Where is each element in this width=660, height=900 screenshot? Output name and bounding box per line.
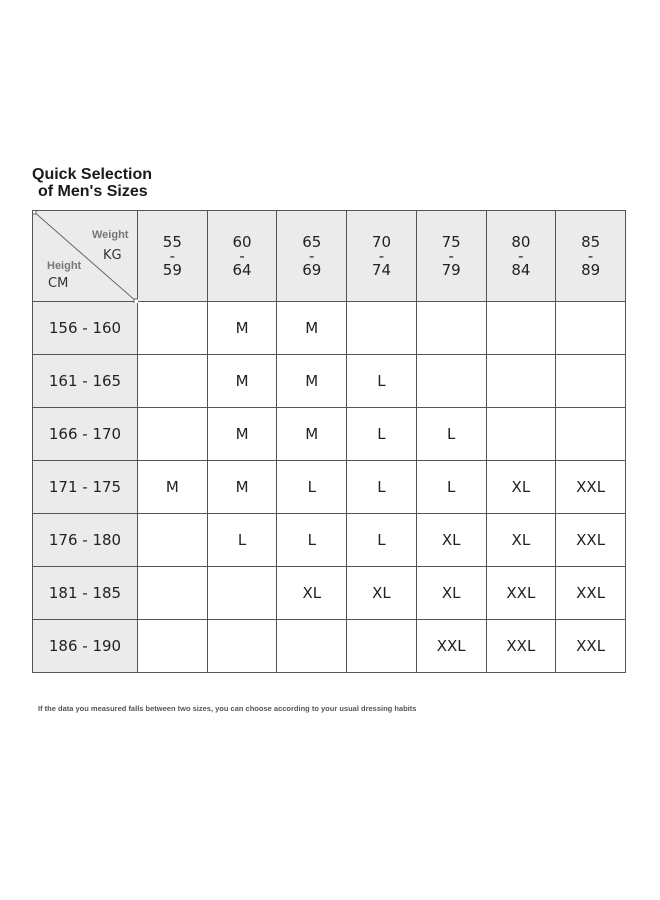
weight-dash: - bbox=[169, 247, 176, 265]
size-cell bbox=[486, 355, 556, 408]
height-range-cell: 176 - 180 bbox=[33, 514, 138, 567]
table-row bbox=[33, 302, 626, 355]
size-cell: XL bbox=[486, 514, 556, 567]
weight-column-header bbox=[416, 211, 486, 302]
size-cell: XL bbox=[416, 514, 486, 567]
size-cell: M bbox=[207, 408, 277, 461]
table-row bbox=[33, 408, 626, 461]
size-cell: L bbox=[207, 514, 277, 567]
size-cell: L bbox=[277, 461, 347, 514]
table-row bbox=[33, 514, 626, 567]
weight-dash: - bbox=[587, 247, 594, 265]
weight-dash: - bbox=[378, 247, 385, 265]
size-cell bbox=[556, 355, 626, 408]
weight-from: 65 bbox=[302, 233, 322, 251]
height-range-cell: 161 - 165 bbox=[33, 355, 138, 408]
title-line-2: of Men's Sizes bbox=[38, 183, 148, 200]
weight-column-header bbox=[347, 211, 417, 302]
height-unit: CM bbox=[48, 276, 69, 291]
size-cell bbox=[207, 620, 277, 673]
size-cell bbox=[347, 620, 417, 673]
weight-dash: - bbox=[239, 247, 245, 265]
size-cell: XXL bbox=[556, 567, 626, 620]
size-cell bbox=[556, 302, 626, 355]
weight-column-header bbox=[138, 211, 208, 302]
weight-from: 70 bbox=[371, 233, 391, 251]
weight-dash: - bbox=[309, 247, 315, 265]
size-cell: M bbox=[277, 408, 347, 461]
size-cell: XL bbox=[347, 567, 417, 620]
weight-to: 74 bbox=[371, 261, 391, 279]
height-range-cell: 166 - 170 bbox=[33, 408, 138, 461]
size-cell: L bbox=[277, 514, 347, 567]
size-cell: M bbox=[207, 302, 277, 355]
weight-label: Weight bbox=[92, 229, 129, 241]
title-line-1: Quick Selection bbox=[32, 166, 153, 183]
size-cell bbox=[138, 302, 208, 355]
weight-to: 64 bbox=[232, 261, 252, 279]
size-cell bbox=[138, 408, 208, 461]
size-cell bbox=[486, 408, 556, 461]
size-cell: L bbox=[416, 461, 486, 514]
size-cell: XXL bbox=[556, 620, 626, 673]
weight-from: 75 bbox=[441, 233, 461, 251]
height-range-cell: 186 - 190 bbox=[33, 620, 138, 673]
weight-to: 69 bbox=[302, 261, 322, 279]
size-cell: XL bbox=[416, 567, 486, 620]
page-title bbox=[32, 166, 202, 200]
size-cell bbox=[416, 302, 486, 355]
table-row bbox=[33, 567, 626, 620]
corner-cell bbox=[33, 211, 138, 302]
size-cell bbox=[277, 620, 347, 673]
weight-to: 84 bbox=[511, 261, 531, 279]
size-table bbox=[32, 210, 626, 673]
size-cell bbox=[138, 514, 208, 567]
size-chart bbox=[32, 210, 626, 673]
size-cell bbox=[207, 567, 277, 620]
size-cell bbox=[138, 355, 208, 408]
height-range-cell: 156 - 160 bbox=[33, 302, 138, 355]
height-label: Height bbox=[47, 260, 82, 272]
size-cell: M bbox=[138, 461, 208, 514]
weight-from: 60 bbox=[232, 233, 252, 251]
size-cell: XXL bbox=[486, 620, 556, 673]
size-cell bbox=[138, 567, 208, 620]
weight-to: 79 bbox=[441, 261, 461, 279]
size-cell bbox=[556, 408, 626, 461]
weight-from: 55 bbox=[162, 233, 182, 251]
weight-column-header bbox=[556, 211, 626, 302]
weight-dash: - bbox=[448, 247, 454, 265]
weight-dash: - bbox=[518, 247, 524, 265]
weight-to: 89 bbox=[581, 261, 601, 279]
size-cell: L bbox=[347, 514, 417, 567]
size-cell bbox=[486, 302, 556, 355]
weight-column-header bbox=[277, 211, 347, 302]
size-cell: L bbox=[347, 408, 417, 461]
height-range-cell: 171 - 175 bbox=[33, 461, 138, 514]
size-cell: XXL bbox=[556, 461, 626, 514]
size-cell: M bbox=[277, 355, 347, 408]
table-row bbox=[33, 461, 626, 514]
size-cell: XL bbox=[277, 567, 347, 620]
size-cell: XXL bbox=[486, 567, 556, 620]
weight-from: 85 bbox=[581, 233, 601, 251]
weight-to: 59 bbox=[162, 261, 182, 279]
weight-column-header bbox=[207, 211, 277, 302]
size-cell: XXL bbox=[416, 620, 486, 673]
size-cell: M bbox=[207, 355, 277, 408]
weight-column-header bbox=[486, 211, 556, 302]
table-row bbox=[33, 355, 626, 408]
size-cell: XXL bbox=[556, 514, 626, 567]
sizing-note: If the data you measured falls between two sizes, you can choose according to your usual dressing habits bbox=[38, 704, 417, 713]
header-row bbox=[33, 211, 626, 302]
size-cell bbox=[347, 302, 417, 355]
size-cell: XL bbox=[486, 461, 556, 514]
size-cell: L bbox=[347, 355, 417, 408]
weight-unit: KG bbox=[103, 248, 122, 263]
size-cell bbox=[416, 355, 486, 408]
size-cell: M bbox=[207, 461, 277, 514]
size-cell: L bbox=[347, 461, 417, 514]
size-cell: M bbox=[277, 302, 347, 355]
size-cell bbox=[138, 620, 208, 673]
table-row bbox=[33, 620, 626, 673]
height-range-cell: 181 - 185 bbox=[33, 567, 138, 620]
weight-from: 80 bbox=[511, 233, 531, 251]
size-cell: L bbox=[416, 408, 486, 461]
